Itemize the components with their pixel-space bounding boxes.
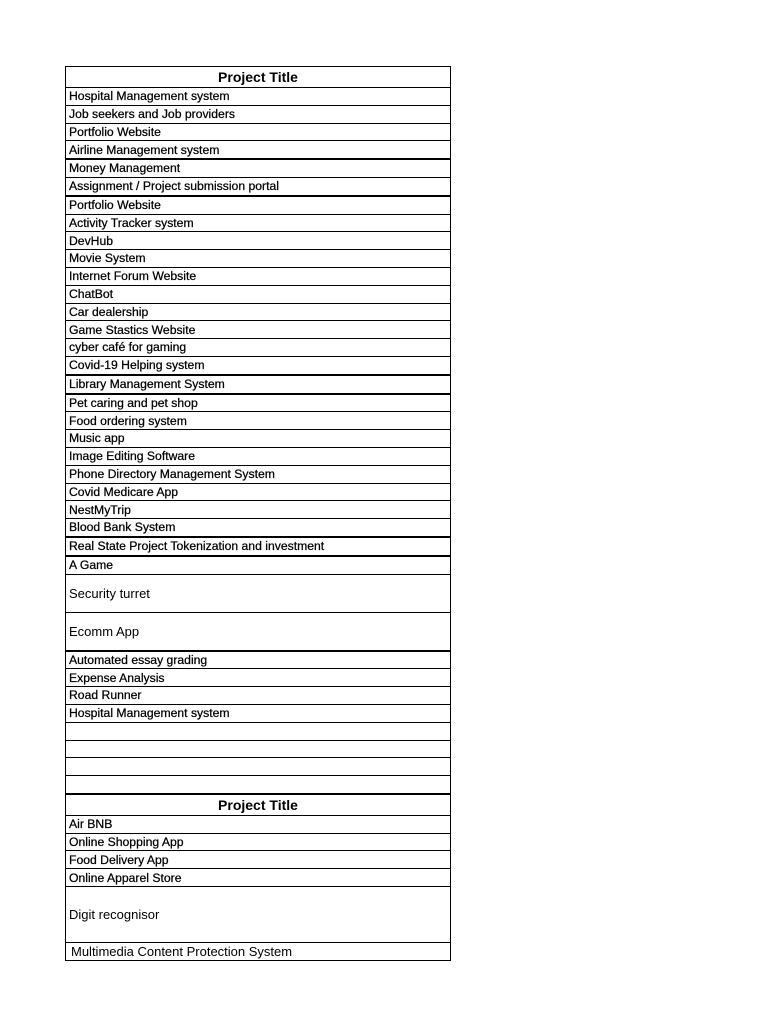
- cell[interactable]: Hospital Management system: [66, 88, 451, 106]
- cell[interactable]: Pet caring and pet shop: [66, 394, 451, 412]
- cell[interactable]: Food ordering system: [66, 412, 451, 430]
- cell[interactable]: Security turret: [66, 574, 451, 612]
- cell[interactable]: Covid-19 Helping system: [66, 356, 451, 374]
- project-title-table: [65, 66, 451, 961]
- cell[interactable]: [66, 740, 451, 758]
- cell[interactable]: Portfolio Website: [66, 196, 451, 214]
- cell[interactable]: Movie System: [66, 250, 451, 268]
- table-row: [66, 159, 451, 177]
- table-row: [66, 430, 451, 448]
- cell[interactable]: [66, 776, 451, 794]
- cell[interactable]: Game Stastics Website: [66, 321, 451, 339]
- column-header[interactable]: Project Title: [66, 794, 451, 816]
- cell[interactable]: ChatBot: [66, 285, 451, 303]
- table-row: [66, 214, 451, 232]
- table-row: [66, 412, 451, 430]
- cell[interactable]: Assignment / Project submission portal: [66, 177, 451, 195]
- table-row: [66, 177, 451, 195]
- table-row: [66, 556, 451, 574]
- column-header[interactable]: Project Title: [66, 67, 451, 88]
- table-row: [66, 356, 451, 374]
- cell[interactable]: Online Shopping App: [66, 833, 451, 851]
- table-row: [66, 501, 451, 519]
- table-row: [66, 704, 451, 722]
- cell[interactable]: Automated essay grading: [66, 651, 451, 669]
- cell[interactable]: Expense Analysis: [66, 669, 451, 687]
- cell[interactable]: Image Editing Software: [66, 447, 451, 465]
- table-row: [66, 519, 451, 537]
- table-row: [66, 465, 451, 483]
- table-row: [66, 196, 451, 214]
- table-row: [66, 669, 451, 687]
- table-row: [66, 483, 451, 501]
- cell[interactable]: Library Management System: [66, 375, 451, 394]
- cell[interactable]: Air BNB: [66, 815, 451, 833]
- cell[interactable]: [66, 722, 451, 740]
- table-row: [66, 943, 451, 961]
- table-row: [66, 758, 451, 776]
- cell[interactable]: Internet Forum Website: [66, 267, 451, 285]
- cell[interactable]: Airline Management system: [66, 141, 451, 159]
- cell[interactable]: cyber café for gaming: [66, 339, 451, 357]
- table-row: [66, 722, 451, 740]
- cell[interactable]: DevHub: [66, 232, 451, 250]
- cell[interactable]: Online Apparel Store: [66, 869, 451, 887]
- table-row: [66, 740, 451, 758]
- cell[interactable]: Hospital Management system: [66, 704, 451, 722]
- table-row: [66, 232, 451, 250]
- cell[interactable]: Digit recognisor: [66, 887, 451, 943]
- header-row: [66, 67, 451, 88]
- table-row: [66, 687, 451, 705]
- table-row: [66, 321, 451, 339]
- cell[interactable]: Music app: [66, 430, 451, 448]
- table-row: [66, 887, 451, 943]
- table-row: [66, 815, 451, 833]
- table-row: [66, 851, 451, 869]
- cell[interactable]: Multimedia Content Protection System: [66, 943, 451, 961]
- table-row: [66, 537, 451, 556]
- table-row: [66, 394, 451, 412]
- table-row: [66, 574, 451, 612]
- table-row: [66, 105, 451, 123]
- cell[interactable]: Phone Directory Management System: [66, 465, 451, 483]
- cell[interactable]: Covid Medicare App: [66, 483, 451, 501]
- table-row: [66, 869, 451, 887]
- table-row: [66, 651, 451, 669]
- cell[interactable]: Food Delivery App: [66, 851, 451, 869]
- cell[interactable]: [66, 758, 451, 776]
- table-row: [66, 141, 451, 159]
- table-row: [66, 123, 451, 141]
- table-row: [66, 303, 451, 321]
- table-row: [66, 88, 451, 106]
- cell[interactable]: Road Runner: [66, 687, 451, 705]
- table-row: [66, 267, 451, 285]
- cell[interactable]: Job seekers and Job providers: [66, 105, 451, 123]
- table-row: [66, 612, 451, 651]
- table-row: [66, 447, 451, 465]
- table-row: [66, 250, 451, 268]
- table-row: [66, 776, 451, 794]
- cell[interactable]: Money Management: [66, 159, 451, 177]
- cell[interactable]: Real State Project Tokenization and investment: [66, 537, 451, 556]
- cell[interactable]: A Game: [66, 556, 451, 574]
- table-row: [66, 833, 451, 851]
- table-row: [66, 339, 451, 357]
- table-row: [66, 285, 451, 303]
- cell[interactable]: Portfolio Website: [66, 123, 451, 141]
- header-row: [66, 794, 451, 816]
- table-row: [66, 375, 451, 394]
- cell[interactable]: NestMyTrip: [66, 501, 451, 519]
- spreadsheet: [65, 66, 451, 961]
- cell[interactable]: Activity Tracker system: [66, 214, 451, 232]
- cell[interactable]: Blood Bank System: [66, 519, 451, 537]
- cell[interactable]: Ecomm App: [66, 612, 451, 651]
- cell[interactable]: Car dealership: [66, 303, 451, 321]
